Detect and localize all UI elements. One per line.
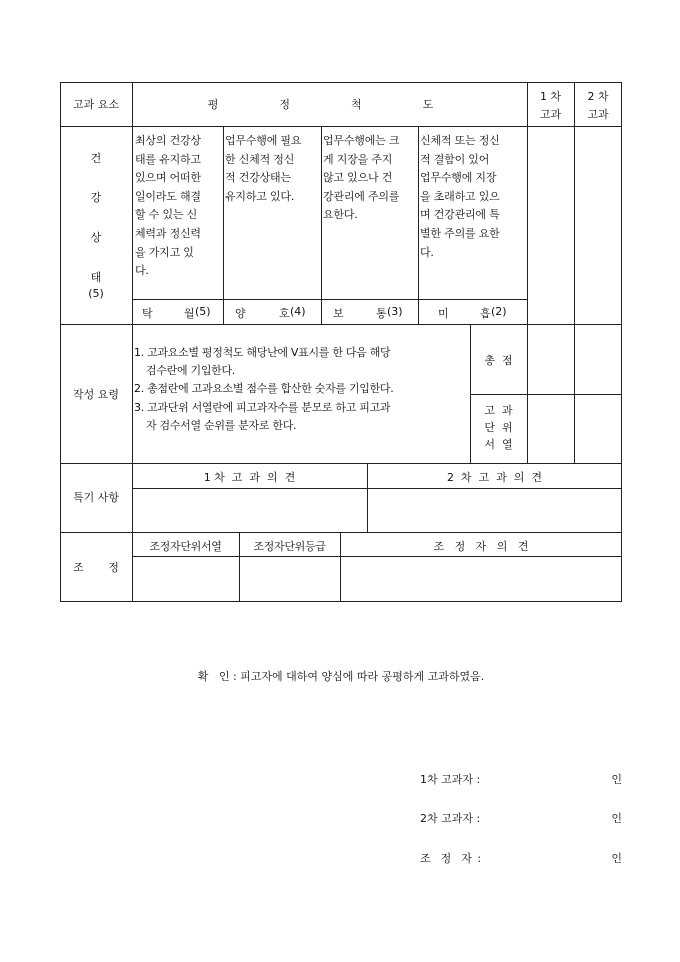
desc-line: 을 가지고 있	[135, 245, 194, 259]
second-appraisal-label-2: 고과	[587, 108, 609, 121]
grade-name2: 흡	[480, 307, 491, 320]
grade-name: 보	[333, 307, 344, 320]
signature-label: 1차 고과자 :	[420, 773, 481, 786]
desc-line: 요한다.	[323, 208, 358, 222]
desc-line: 며 건강관리에 특	[420, 208, 500, 222]
grade-name2: 호	[279, 307, 290, 320]
grade-score: (5)	[195, 305, 211, 318]
grade-score: (4)	[290, 305, 306, 318]
first-opinion-label: 1 차 고 과 의 견	[203, 471, 296, 484]
desc-line: 체력과 정신력	[135, 226, 201, 240]
row-divider-adjust-header	[132, 556, 622, 557]
desc-line: 별한 주의를 요한	[420, 226, 500, 240]
row-divider-remarks	[60, 532, 622, 533]
desc-line: 업무수행에 필요	[225, 134, 302, 147]
col-divider-label	[132, 82, 133, 602]
signature-first	[420, 771, 622, 787]
description-poor	[420, 132, 527, 262]
desc-line: 다.	[135, 264, 149, 278]
instruction-line: 자 검수서열 순위를 분자로 한다.	[146, 418, 297, 432]
row-divider-instructions	[60, 463, 622, 464]
grade-name2: 통	[376, 307, 387, 320]
rank-label	[470, 402, 527, 453]
grade-name2: 월	[184, 307, 195, 320]
health-label-char: 강	[90, 191, 102, 204]
desc-line: 않고 있으나 건	[323, 171, 393, 185]
second-opinion-label: 2 차 고 과 의 견	[446, 471, 543, 484]
desc-line: 한 신체적 정신	[225, 152, 295, 166]
adjuster-unit-rank-header: 조정자단위서열	[149, 540, 222, 553]
description-average	[323, 132, 418, 225]
adjust-label: 조 정	[73, 561, 119, 574]
row-divider-health	[60, 324, 622, 325]
rank-label-line: 서 열	[484, 438, 513, 451]
desc-line: 적 결함이 있어	[420, 152, 490, 166]
desc-line: 할 수 있는 신	[135, 208, 198, 222]
row-divider-grades	[132, 299, 527, 300]
desc-line: 일이라도 해결	[135, 189, 201, 203]
rank-label-line: 단 위	[484, 421, 513, 434]
desc-line: 적 건강상태는	[225, 171, 291, 185]
grade-score: (3)	[387, 305, 403, 318]
instructions-label: 작성 요령	[72, 388, 119, 401]
health-label-char: 태	[90, 271, 102, 284]
element-label: 고과 요소	[72, 98, 119, 111]
desc-line: 최상의 건강상	[135, 134, 201, 147]
remarks-label: 특기 사항	[72, 491, 119, 504]
row-divider-remarks-header	[132, 488, 622, 489]
instruction-line: 2. 총점란에 고과요소별 점수를 합산한 숫자를 기입한다.	[134, 382, 394, 396]
total-score-label: 총 점	[484, 354, 513, 367]
row-divider-header	[60, 126, 622, 127]
signature-label: 2차 고과자 :	[420, 812, 481, 825]
desc-line: 태를 유지하고	[135, 152, 201, 166]
col-divider-first	[527, 82, 528, 463]
col-divider-desc3	[418, 126, 419, 324]
instruction-line: 3. 고과단위 서열란에 피고과자수를 분모로 하고 피고과	[134, 400, 391, 414]
first-appraisal-label-2: 고과	[539, 108, 562, 121]
desc-line: 게 지장을 주지	[323, 152, 393, 166]
grade-score: (2)	[491, 305, 507, 318]
instruction-line: 1. 고과요소별 평정척도 해당난에 V표시를 한 다음 해당	[134, 346, 391, 359]
description-good	[225, 132, 321, 206]
description-excellent	[135, 132, 223, 281]
health-points: (5)	[88, 287, 104, 300]
grade-name: 양	[235, 307, 246, 320]
row-divider-total	[470, 394, 622, 395]
desc-line: 다.	[420, 245, 434, 259]
adjuster-unit-grade-header: 조정자단위등급	[253, 540, 326, 553]
adjuster-opinion-header: 조 정 자 의 견	[433, 540, 529, 553]
scale-title: 평 정 척 도	[207, 98, 452, 111]
desc-line: 업무수행에는 크	[323, 134, 400, 147]
seal-mark: 인	[611, 812, 622, 825]
desc-line: 있으며 어떠한	[135, 171, 201, 185]
health-label-char: 건	[90, 152, 102, 165]
rank-label-line: 고 과	[484, 404, 513, 417]
signature-second	[420, 810, 622, 826]
desc-line: 유지하고 있다.	[225, 189, 295, 203]
instructions-text	[134, 344, 470, 435]
signature-adjuster	[420, 850, 622, 866]
grade-name: 미	[438, 307, 449, 320]
seal-mark: 인	[611, 773, 622, 786]
second-appraisal-label-1: 2 차	[587, 90, 609, 103]
health-label-char: 상	[90, 231, 102, 244]
desc-line: 신체적 또는 정신	[420, 134, 500, 147]
desc-line: 을 초래하고 있으	[420, 189, 500, 203]
seal-mark: 인	[611, 852, 622, 865]
col-divider-desc2	[321, 126, 322, 324]
signature-label: 조 정 자 :	[420, 852, 483, 865]
col-divider-desc1	[223, 126, 224, 324]
desc-line: 강관리에 주의를	[323, 189, 400, 203]
desc-line: 업무수행에 지장	[420, 171, 497, 185]
instruction-line: 검수란에 기입한다.	[146, 364, 236, 378]
confirmation-text: 확 인 : 피고자에 대하여 양심에 따라 공평하게 고과하였음.	[197, 670, 485, 683]
col-divider-second	[574, 82, 575, 463]
first-appraisal-label-1: 1 차	[539, 90, 562, 103]
grade-name: 탁	[142, 307, 153, 320]
